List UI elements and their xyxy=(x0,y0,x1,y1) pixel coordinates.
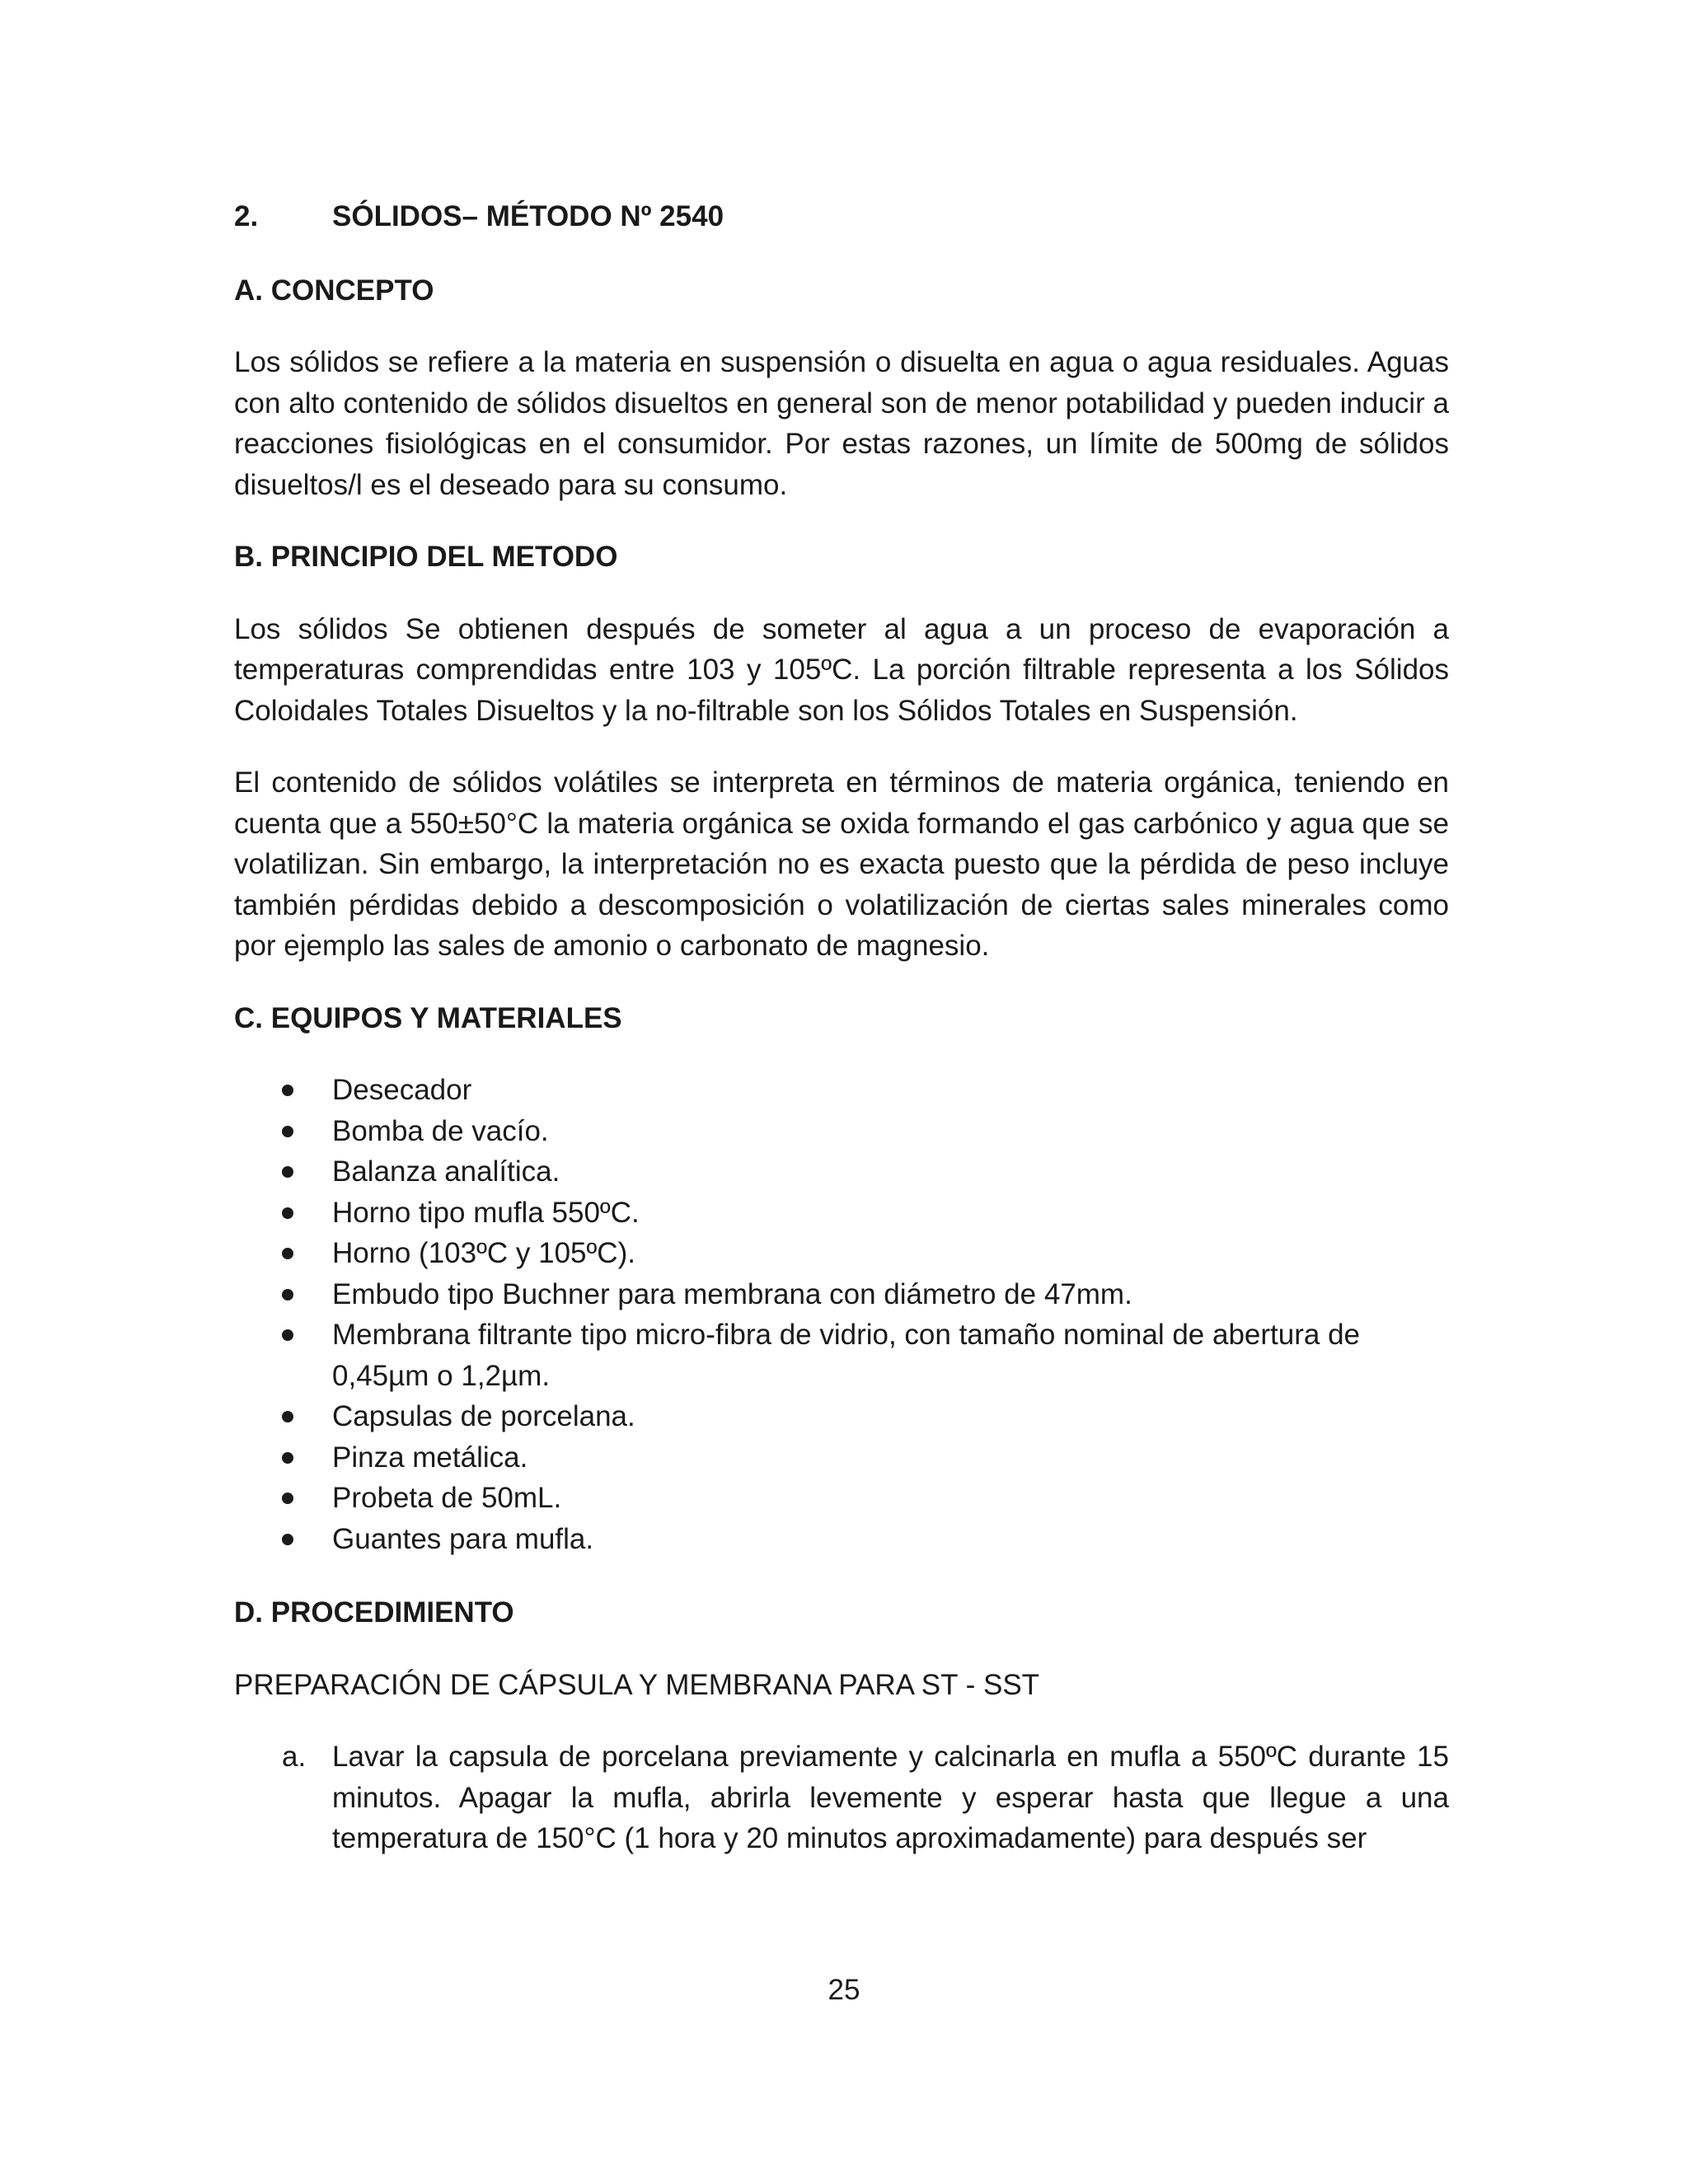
list-item: Guantes para mufla. xyxy=(234,1519,1449,1560)
concepto-paragraph: Los sólidos se refiere a la materia en suspensión o disuelta en agua o agua residuales. Aguas con alto contenido de sólidos disueltos en general son de menor potabilidad y pueden inducir a reacciones fisiológicas en el consumidor. Por estas razones, un límite de 500mg de sólidos disueltos/l es el deseado para su consumo. xyxy=(234,346,1449,501)
step-marker: a. xyxy=(282,1741,307,1773)
procedimiento-heading: D. PROCEDIMIENTO xyxy=(234,1596,514,1629)
procedimiento-steps xyxy=(234,1736,1449,1859)
list-item: Horno (103ºC y 105ºC). xyxy=(234,1233,1449,1274)
principio-heading: B. PRINCIPIO DEL METODO xyxy=(234,541,618,573)
list-item: Balanza analítica. xyxy=(234,1151,1449,1193)
equipos-heading: C. EQUIPOS Y MATERIALES xyxy=(234,1001,622,1034)
list-item: Pinza metálica. xyxy=(234,1437,1449,1479)
bullet-icon xyxy=(282,1126,293,1137)
bullet-icon xyxy=(282,1248,293,1259)
list-item: Probeta de 50mL. xyxy=(234,1478,1449,1519)
bullet-icon xyxy=(282,1534,293,1545)
step-text: Lavar la capsula de porcelana previamente y calcinarla en mufla a 550ºC durante 15 minutos. Apagar la mufla, abrirla levemente y esperar hasta que llegue a una temperatura de 150°C (1 hora y 20 minutos aproximadamente) para después ser xyxy=(332,1741,1449,1854)
section-title xyxy=(234,196,1449,237)
step-item xyxy=(234,1736,1449,1859)
list-item: Bomba de vacío. xyxy=(234,1111,1449,1152)
bullet-icon xyxy=(282,1452,293,1464)
bullet-icon xyxy=(282,1289,293,1301)
bullet-icon xyxy=(282,1329,293,1341)
bullet-icon xyxy=(282,1166,293,1178)
list-item: Horno tipo mufla 550ºC. xyxy=(234,1193,1449,1234)
bullet-icon xyxy=(282,1207,293,1219)
concepto-heading: A. CONCEPTO xyxy=(234,274,434,307)
section-number: 2. xyxy=(234,200,259,232)
list-item: Capsulas de porcelana. xyxy=(234,1396,1449,1437)
page-content xyxy=(234,196,1449,1859)
list-item: Embudo tipo Buchner para membrana con diámetro de 47mm. xyxy=(234,1274,1449,1315)
bullet-icon xyxy=(282,1411,293,1422)
list-item: Membrana filtrante tipo micro-fibra de vidrio, con tamaño nominal de abertura de 0,45µm o 1,2µm. xyxy=(234,1315,1449,1396)
bullet-icon xyxy=(282,1493,293,1504)
bullet-icon xyxy=(282,1085,293,1096)
list-item: Desecador xyxy=(234,1070,1449,1111)
page-number: 25 xyxy=(828,1974,860,2006)
principio-paragraph-1: Los sólidos Se obtienen después de someter al agua a un proceso de evaporación a temperaturas comprendidas entre 103 y 105ºC. La porción filtrable representa a los Sólidos Coloidales Totales Disueltos y la no-filtrable son los Sólidos Totales en Suspensión. xyxy=(234,612,1449,727)
equipos-list xyxy=(234,1070,1449,1559)
procedimiento-subheading: PREPARACIÓN DE CÁPSULA Y MEMBRANA PARA ST - SST xyxy=(234,1668,1040,1701)
principio-paragraph-2: El contenido de sólidos volátiles se interpreta en términos de materia orgánica, teniendo en cuenta que a 550±50°C la materia orgánica se oxida formando el gas carbónico y agua que se volatilizan. Sin embargo, la interpretación no es exacta puesto que la pérdida de peso incluye también pérdidas debido a descomposición o volatilización de ciertas sales minerales como por ejemplo las sales de amonio o carbonato de magnesio. xyxy=(234,766,1449,962)
section-title-text: SÓLIDOS– MÉTODO Nº 2540 xyxy=(332,200,724,232)
